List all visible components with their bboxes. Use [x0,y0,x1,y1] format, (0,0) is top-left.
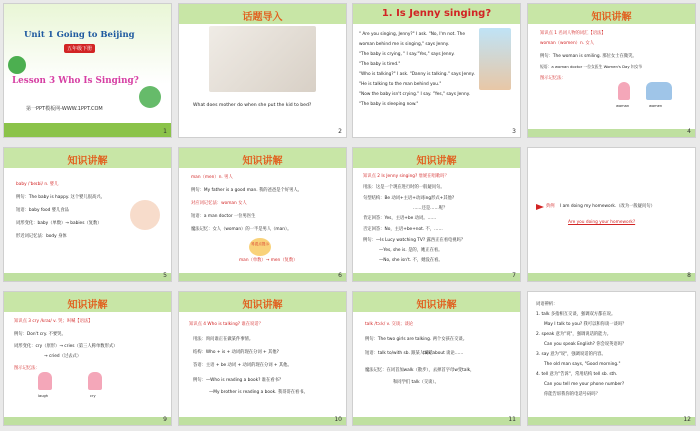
answer-line: 否定回答：No，主语+be+not. 不，…… [363,227,443,232]
slide-thumbnail-6[interactable] [179,148,346,281]
tree [139,86,161,108]
phrase-line: 短语：talk to/with sb. 跟某人说话 [365,351,433,356]
usage-line: 用法：询问谁正在做某件事情。 [193,337,254,342]
site-footer: 第一PPT模板网-WWW.1PPT.COM [26,106,103,112]
slide-number: 11 [508,416,516,423]
structure-line: 结构：Who + is + 动词的现在分词 + 其他? [193,350,279,355]
example-line: 例句：Don't cry. 不要哭。 [14,332,66,337]
footer-bar [353,417,520,425]
knowledge-point: 知识点 2 Is Jenny singing? 詹妮在唱歌吗？ [363,174,449,179]
phrase-line: talk about 谈论…… [423,351,464,356]
comparison-example: Can you speak English? 你会说英语吗？ [544,342,627,347]
exercise-answer: Are you doing your homework? [568,220,636,225]
magic-memory: 魔法记忆：女人（woman）的一半是男人（man）。 [191,227,292,232]
slide-thumbnail-2[interactable] [179,4,346,137]
slide-number: 12 [683,416,691,423]
memory-label: 图示记忆法： [14,366,40,371]
tree [8,56,26,74]
slide-number: 2 [338,128,342,135]
unit-title: Unit 1 Going to Beijing [24,30,135,40]
question-text: What does mother do when she put the kid to bed? [193,103,312,108]
slide-number: 6 [338,272,342,279]
picture-label: women [649,104,663,108]
baby-photo [130,200,160,230]
inflection-line: 词形变化：cry（原形）→ cries（第三人称单数形式） [14,344,118,349]
footer-bar [179,273,346,281]
slide-number: 10 [334,416,342,423]
slide-thumbnail-3[interactable] [353,4,520,137]
slide-thumbnail-1[interactable] [4,4,171,137]
phrase-line: 短语：a man doctor 一位男医生 [191,214,256,219]
example-line: 例句：The two girls are talking. 两个女孩在交谈。 [365,337,467,342]
knowledge-point: 知识点 1 名词人物的词汇【语法】 [540,31,606,36]
story-line: "Now the baby isn't crying." I say. "Yes," says Jenny. [359,92,470,97]
mother-baby-photo [209,26,316,92]
footer-bar [4,273,171,281]
example-line: —Yes, she is. 是的，她正在看。 [379,248,443,253]
knowledge-point: 知识点 4 Who is talking? 谁在说话？ [189,322,263,327]
footer-bar [4,417,171,425]
phrase-line: 短语：baby food 婴儿食品 [16,208,69,213]
comparison-title: 词语辨析： [536,302,558,307]
story-line: " Are you singing, Jenny?" I ask. "No, I'm not. The [359,32,466,37]
comparison-example: May I talk to you? 我可以和你谈一谈吗？ [544,322,627,327]
slide-number: 7 [512,272,516,279]
footer-bar [528,273,695,281]
grass [4,123,171,137]
slide-title: 话题导入 [242,12,283,23]
story-line: "Who is talking?" I ask. "Danny is talking." says Jenny. [359,72,475,77]
footer-bar [353,273,520,281]
slide-number: 8 [687,272,691,279]
slide-thumbnail-4[interactable] [528,4,695,137]
story-line: "The baby is crying, " I say."Yes," says Jenny. [359,52,455,57]
story-line: "The baby is sleeping now." [359,102,419,107]
example-line: —No, she isn't. 不，她没在看。 [379,258,443,263]
comparison-item: 4. tell 意为"告诉"，常用结构 tell sb. sth. [536,372,618,377]
inflection-line: 词形变化：baby（单数）→ babies（复数） [16,221,102,226]
story-illustration [479,28,511,90]
slide-title: 知识讲解 [591,12,632,23]
arrow-icon [536,204,544,210]
women-illustration [646,82,672,100]
slide-title: 知识讲解 [416,300,457,311]
slide-number: 4 [687,128,691,135]
comparison-item: 3. say 意为"说"，强调说话的内容。 [536,352,606,357]
cry-illustration [88,372,102,390]
lesson-title: Lesson 3 Who Is Singing? [12,76,139,86]
exercise-question: I am doing my homework.（改为一般疑问句） [560,204,655,209]
comparison-item: 2. speak 意为"说"，强调说话的能力。 [536,332,612,337]
example-line: 例句：—Is Lucy watching TV? 露西正在看电视吗？ [363,238,466,243]
vocab-word: man（men）n. 男人 [191,175,233,180]
grade-badge: 五年级下册 [64,44,95,53]
comparison-example: 你能告诉我你的电话号码吗？ [544,392,600,397]
example-line: 例句：The baby is happy. 这个婴儿很高兴。 [16,195,105,200]
magic-memory: 和同学们 talk（交谈）。 [393,380,439,385]
slide-thumbnail-8[interactable] [528,148,695,281]
slide-thumbnail-11[interactable] [353,292,520,425]
story-line: "The baby is tired." [359,62,401,67]
magic-memory: 魔法记忆：在词首加walk（散步），去掉首字母w变talk， [365,368,475,373]
vocab-word: baby /ˈbeɪbi/ n. 婴儿 [16,182,59,187]
footer-bar [528,417,695,425]
slide-title: 知识讲解 [67,156,108,167]
slide-number: 5 [163,272,167,279]
picture-label: laugh [38,394,49,398]
example-line: —My brother is reading a book. 我哥哥在看书。 [209,390,308,395]
slide-title: 知识讲解 [416,156,457,167]
example-line: 例句：—Who is reading a book? 谁在看书？ [193,378,284,383]
story-line: woman behind me is singing," says Jenny. [359,42,450,47]
slide-title: 1. Is Jenny singing? [381,8,492,19]
slide-title: 知识讲解 [242,156,283,167]
phrase-line: 短语：a woman doctor 一位女医生 Women's Day 妇女节 [540,64,643,69]
slide-thumbnail-9[interactable] [4,292,171,425]
answer-line: 答语：主语 + be 动词 + 动词的现在分词 + 其他。 [193,363,292,368]
vocab-word: woman（women）n. 女人 [540,41,595,46]
example-tag: 典例 [546,204,555,209]
memory-label: 图示记忆法： [540,76,566,81]
slide-number: 1 [163,128,167,135]
example-line: 例句：The woman is smiling. 那位女士在微笑。 [540,54,637,59]
slide-title: 知识讲解 [242,300,283,311]
slide-title: 知识讲解 [67,300,108,311]
inflection-line: man（单数）→ men（复数） [239,258,298,263]
picture-label: cry [90,394,96,398]
structure-line: ……还是……呢？ [413,206,448,211]
confusion-badge: 易混点提示 [249,238,271,256]
vocab-word: talk /tɔːk/ v. 交谈；谈论 [365,322,414,327]
footer-bar [179,417,346,425]
footer-bar [528,129,695,137]
slide-thumbnail-10[interactable] [179,292,346,425]
title-sky [4,4,171,137]
inflection-line: → cried（过去式） [44,354,82,359]
comparison-example: Can you tell me your phone number? [544,382,625,387]
slide-number: 3 [512,128,516,135]
slide-thumbnail-7[interactable] [353,148,520,281]
memory-line: 形近词记忆法：body 身体 [16,234,67,239]
memory-line: 对应词记忆法：woman 女人 [191,201,247,206]
slide-thumbnail-5[interactable] [4,148,171,281]
story-line: "He is talking to the man behind you." [359,82,442,87]
comparison-example: The old man says, "Good morning." [544,362,621,367]
usage-line: 用法：这是一个现在进行时的一般疑问句。 [363,185,445,190]
example-line: 例句：My father is a good man. 我的爸爸是个好男人。 [191,188,302,193]
picture-label: woman [616,104,630,108]
structure-line: 句型结构：Be 动词+主语+动词ing形式+其他? [363,196,455,201]
woman-illustration [618,82,630,100]
slide-thumbnail-12[interactable] [528,292,695,425]
laugh-illustration [38,372,52,390]
comparison-item: 1. talk 多指相互交谈，强调双方都在说。 [536,312,616,317]
knowledge-point: 知识点 3 cry /kraɪ/ v. 哭；叫喊【语法】 [14,319,93,324]
slide-number: 9 [163,416,167,423]
answer-line: 肯定回答：Yes，主语+be 动词。…… [363,216,437,221]
